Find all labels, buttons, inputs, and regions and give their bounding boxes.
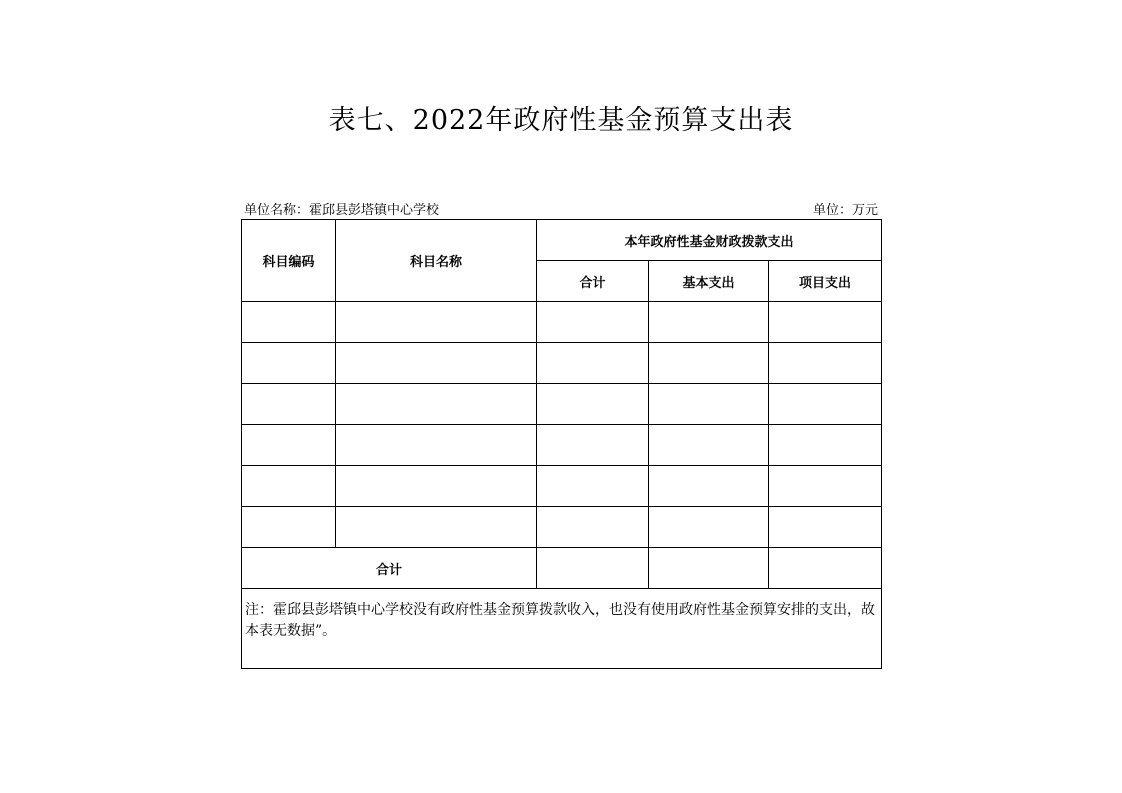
cell-project [769,343,882,384]
note-row [242,589,882,669]
table-row [242,343,882,384]
unit-name-label: 单位名称：霍邱县彭塔镇中心学校 [244,203,440,218]
cell-code [242,343,336,384]
table-row [242,425,882,466]
cell-name [336,425,537,466]
total-row-project [769,548,882,589]
cell-code [242,466,336,507]
cell-basic [649,425,769,466]
cell-basic [649,466,769,507]
currency-unit-label: 单位：万元 [812,203,878,218]
cell-name [336,343,537,384]
cell-project [769,384,882,425]
cell-basic [649,302,769,343]
total-row-label: 合计 [242,548,537,589]
cell-basic [649,384,769,425]
budget-table [241,219,882,669]
table-row [242,302,882,343]
header-row-1 [242,220,882,261]
cell-project [769,466,882,507]
table-note: 注：霍邱县彭塔镇中心学校没有政府性基金预算拨款收入，也没有使用政府性基金预算安排的支出，故本表无数据”。 [242,589,882,669]
cell-code [242,507,336,548]
cell-name [336,466,537,507]
cell-basic [649,507,769,548]
cell-code [242,384,336,425]
page-title: 表七、2022年政府性基金预算支出表 [328,105,794,136]
header-fund-expenditure-group: 本年政府性基金财政拨款支出 [537,220,882,261]
table-meta [242,199,880,217]
cell-name [336,507,537,548]
total-row-basic [649,548,769,589]
cell-name [336,384,537,425]
header-total: 合计 [537,261,649,302]
cell-code [242,302,336,343]
cell-project [769,507,882,548]
table-row [242,384,882,425]
cell-name [336,302,537,343]
cell-total [537,466,649,507]
cell-project [769,425,882,466]
cell-total [537,343,649,384]
total-row-total [537,548,649,589]
header-basic-expenditure: 基本支出 [649,261,769,302]
cell-project [769,302,882,343]
cell-basic [649,343,769,384]
table-row [242,466,882,507]
cell-code [242,425,336,466]
table-row [242,507,882,548]
cell-total [537,302,649,343]
header-project-expenditure: 项目支出 [769,261,882,302]
header-subject-name: 科目名称 [336,220,537,302]
cell-total [537,425,649,466]
cell-total [537,507,649,548]
total-row [242,548,882,589]
cell-total [537,384,649,425]
header-subject-code: 科目编码 [242,220,336,302]
